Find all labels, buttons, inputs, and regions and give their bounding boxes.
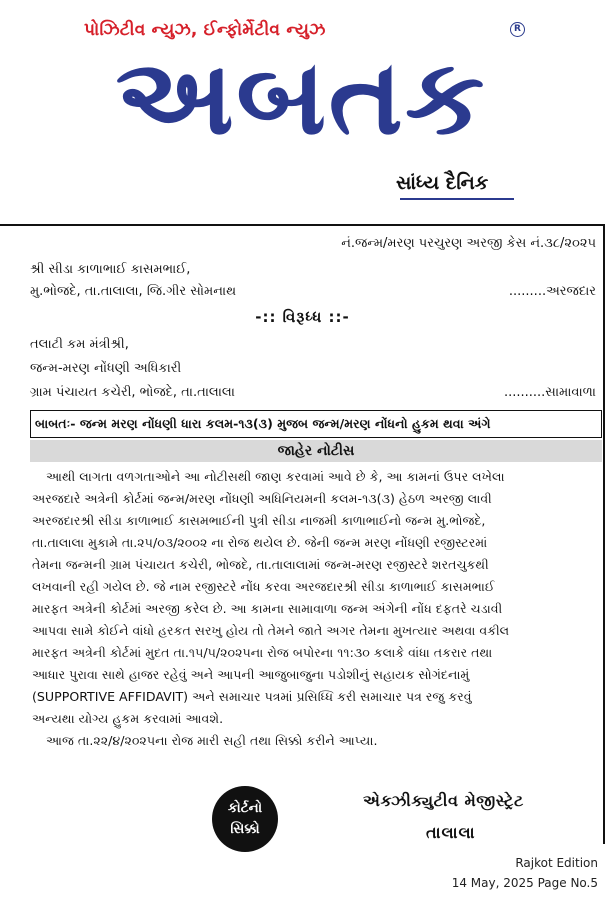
body-line: આપવા સામે કોઈને વાંધો હરકત સરખુ હોય તો તેમને જાતે અગર તેમના મુખત્યાર અથવા વકીલ [32,623,510,638]
date-page-label: 14 May, 2025 Page No.5 [451,876,598,890]
registered-trademark-icon: R [510,22,525,37]
notice-heading: જાહેર નોટીસ [30,440,602,462]
body-line: અરજદારે અત્રેની કોર્ટમાં જન્મ/મરણ નોંધણી અધિનિયમની કલમ-૧૩(૩) હેઠળ અરજી લાવી [32,491,492,506]
legal-notice [0,224,605,844]
seal-line: સિક્કો [230,821,260,837]
body-line: મારફત અત્રેની કોર્ટમાં અરજી કરેલ છે. આ કામના સામાવાળા જન્મ અંગેની નોંધ દફતરે ચડાવી [32,601,503,616]
respondent-line: જન્મ-મરણ નોંધણી અધિકારી [30,361,182,376]
masthead-subtitle: સાંધ્ય દૈનિક [396,172,489,194]
signatory-place: તાલાલા [426,823,476,842]
petitioner-address: મુ.ભોજદે, તા.તાલાલા, જિ.ગીર સોમનાથ [30,284,237,299]
newspaper-logo [76,38,526,156]
notice-body [32,466,600,752]
notice-subject: બાબતઃ- જન્મ મરણ નોંધણી ધારા કલમ-૧૩(૩) મુજબ જન્મ/મરણ નોંધનો હુકમ થવા અંગે [30,410,602,438]
body-line: (SUPPORTIVE AFFIDAVIT) અને સમાચાર પત્રમાં પ્રસિધ્ધિ કરી સમાચાર પત્ર રજુ કરવું [32,689,472,704]
closing-line: આજ તા.૨૨/૪/૨૦૨૫ના રોજ મારી સહી તથા સિક્કો કરીને આપ્યા. [46,733,378,748]
body-line: મારફત અત્રેની કોર્ટમાં મુદત તા.૧૫/૫/૨૦૨૫ના રોજ બપોરના ૧૧:૩૦ કલાકે વાંધા તકરાર તથા [32,645,493,660]
petitioner-name: શ્રી સીડા કાળાભાઈ કાસમભાઈ, [30,262,191,277]
respondent-line: ગ્રામ પંચાયત કચેરી, ભોજદે, તા.તાલાલા [30,385,235,400]
body-line: લખવાની રહી ગયેલ છે. જે નામ રજીસ્ટરે નોંધ કરવા અરજદારશ્રી સીડા કાળાભાઈ કાસમભાઈ [32,579,495,594]
signatory-title: એક્ઝીક્યુટીવ મેજીસ્ટ્રેટ [363,791,524,810]
body-line: અરજદારશ્રી સીડા કાળાભાઈ કાસમભાઈની પુત્રી સીડા નાજમી કાળાભાઈનો જન્મ મુ.ભોજદે, [32,513,486,528]
logo-text: અબતક [115,36,487,158]
case-number: નં.જન્મ/મરણ પરચુરણ અરજી કેસ નં.૩૮/૨૦૨૫ [341,236,596,251]
edition-label: Rajkot Edition [515,856,598,870]
seal-line: કોર્ટનો [227,800,263,816]
body-line: આથી લાગતા વળગતાઓને આ નોટીસથી જાણ કરવામાં આવે છે કે, આ કામનાં ઉપર લખેલા [46,469,505,484]
body-line: અન્યથા યોગ્ય હુકમ કરવામાં આવશે. [32,711,224,726]
versus-label: -:: વિરૂધ્ધ ::- [255,308,350,326]
masthead [0,0,607,210]
respondent-line: તલાટી કમ મંત્રીશ્રી, [30,337,129,352]
body-line: તેમના જન્મની ગ્રામ પંચાયત કચેરી, ભોજદે, તા.તાલાલામાં જન્મ-મરણ રજીસ્ટરે શરતચુકથી [32,557,489,572]
body-line: આધાર પુરાવા સાથે હાજર રહેવું અને આપની આજુબાજુના પડોશીનું સહાયક સોગંદનામું [32,667,470,682]
petitioner-role: .........અરજદાર [508,284,596,299]
subtitle-underline [400,198,514,200]
respondent-role: ..........સામાવાળા [503,385,596,400]
body-line: તા.તાલાલા મુકામે તા.૨૫/૦૩/૨૦૦૨ ના રોજ થયેલ છે. જેની જન્મ મરણ નોંધણી રજીસ્ટરમાં [32,535,488,550]
masthead-tagline: પોઝિટીવ ન્યુઝ, ઈન્ફોર્મેટીવ ન્યુઝ [84,20,326,40]
